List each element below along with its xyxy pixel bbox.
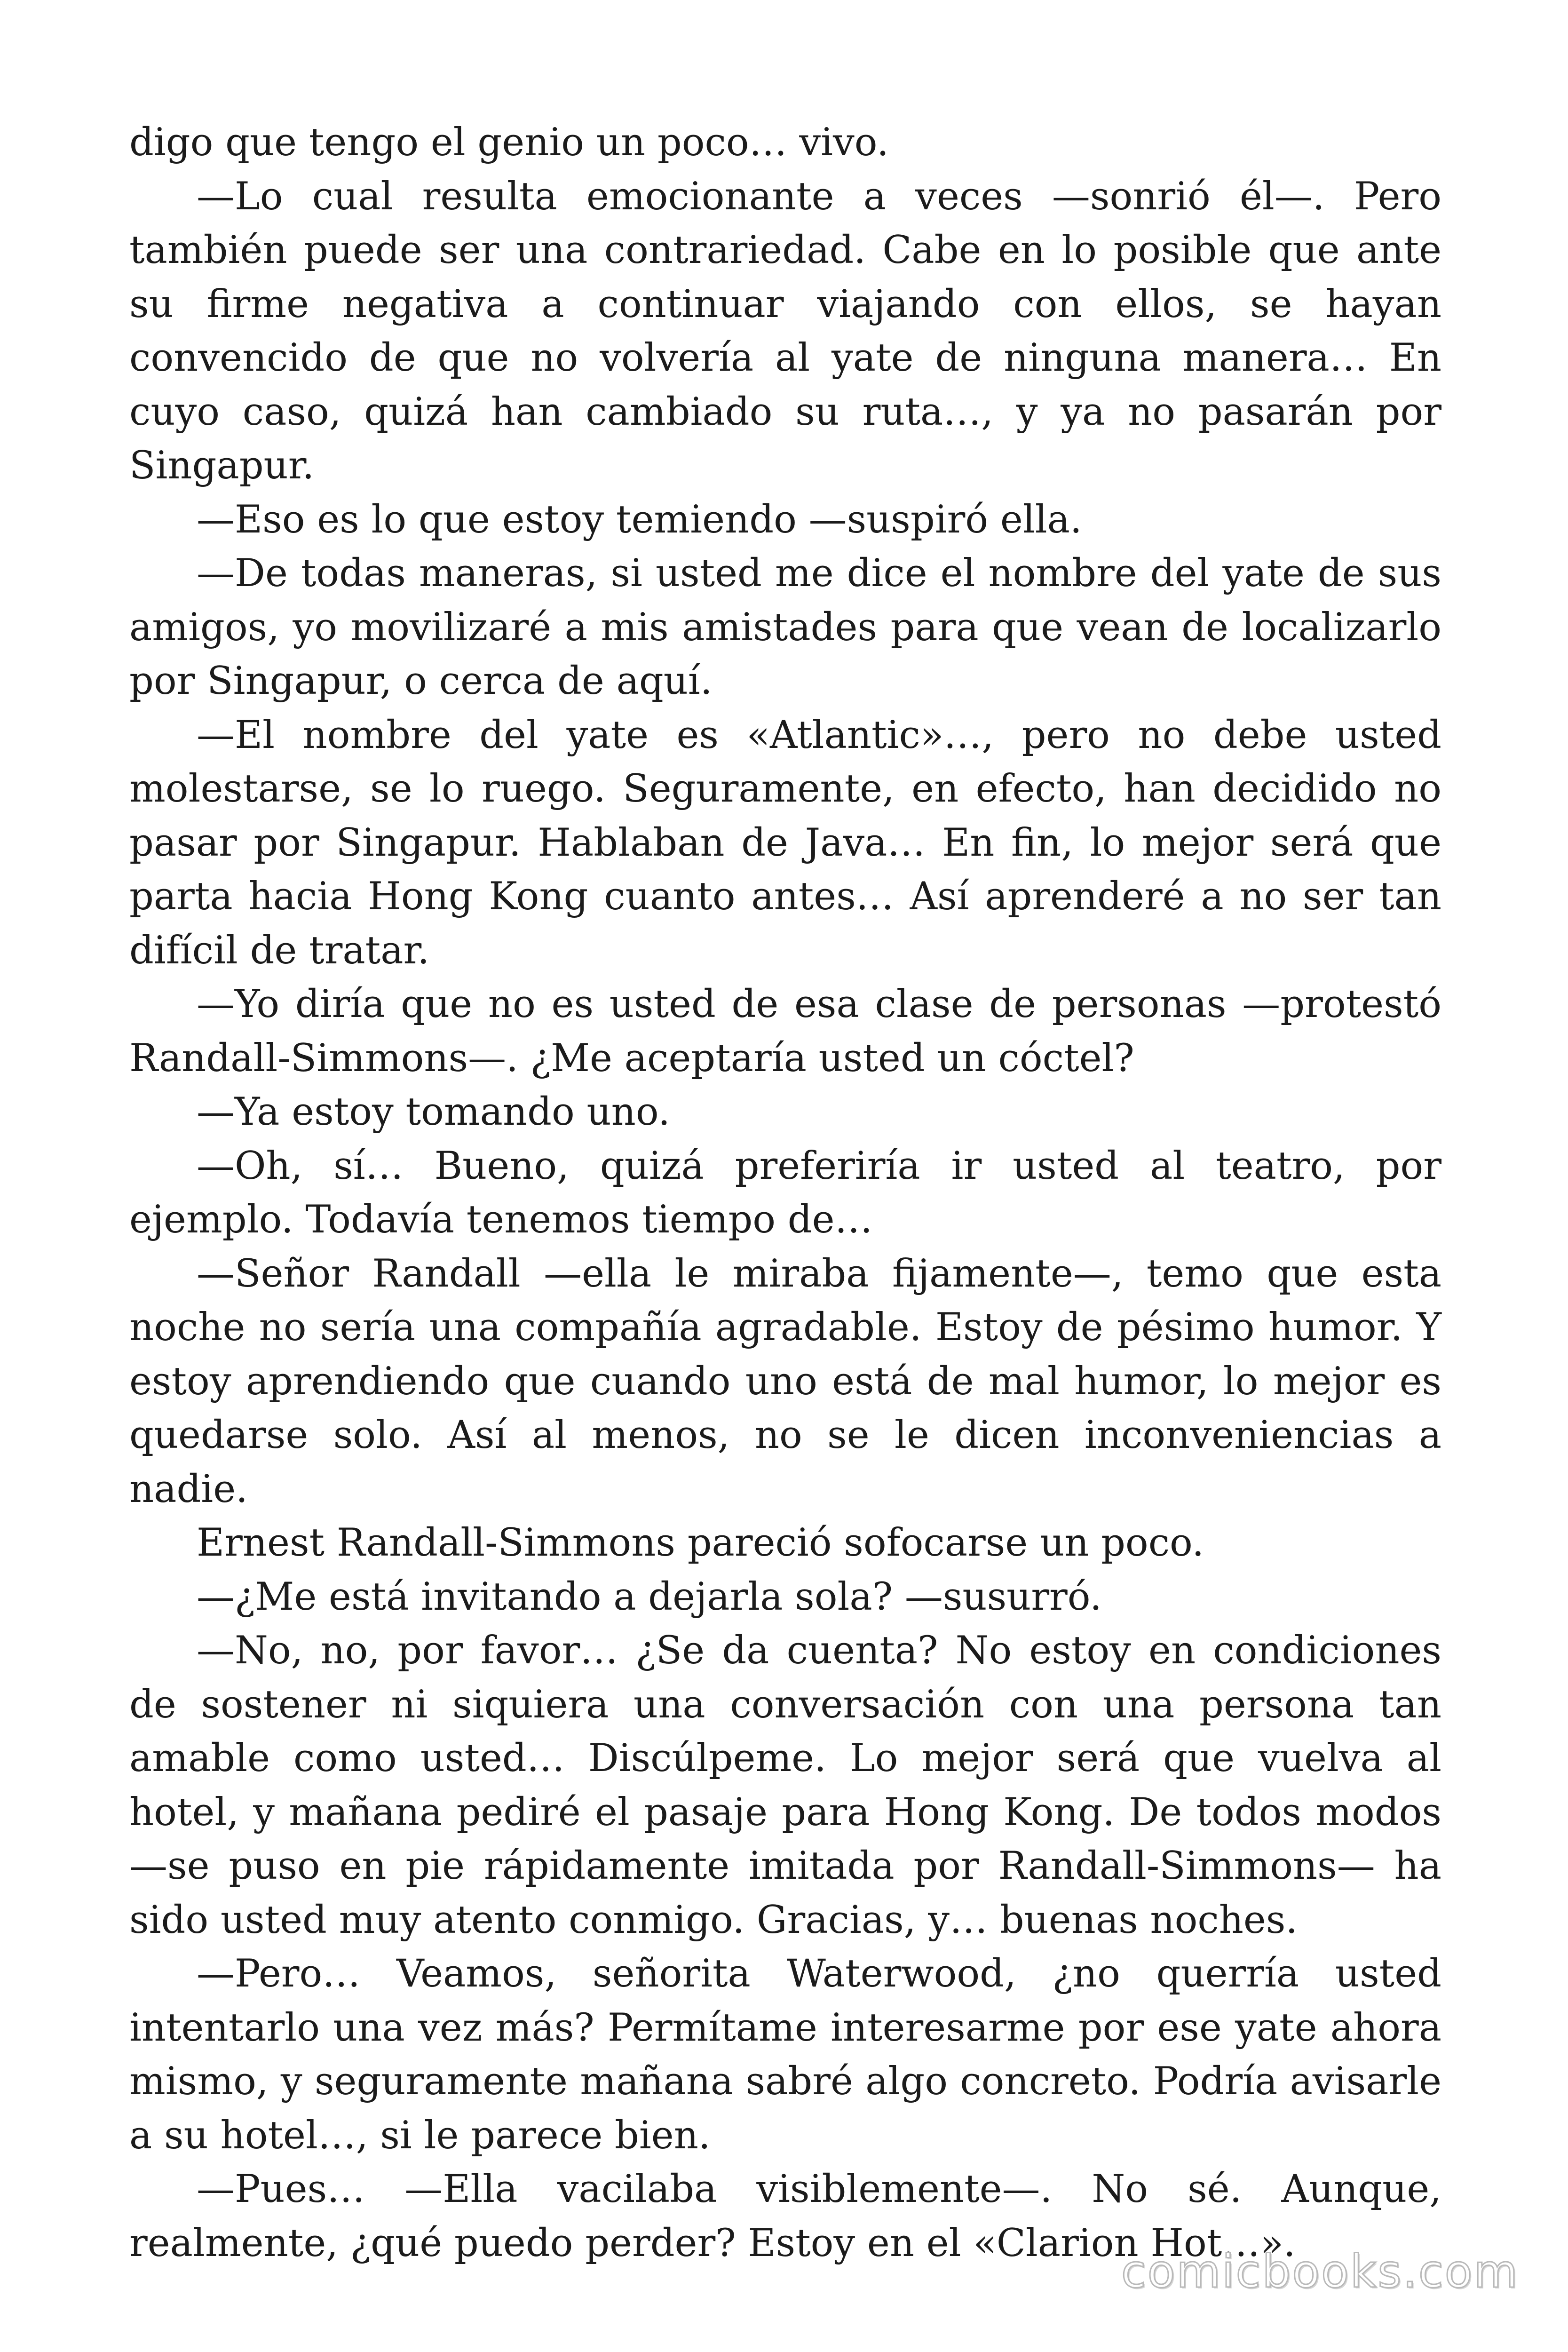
paragraph-5: —El nombre del yate es «Atlantic»…, pero no debe usted molestarse, se lo ruego. Seguramente, en efecto, han decidido no pasar por Singapur. Hablaban de Java… En fin, lo mejor será que parta hacia Hong Kong cuanto antes… Así aprenderé a no ser tan difícil de tratar.: [129, 713, 1441, 973]
paragraph-4: —De todas maneras, si usted me dice el nombre del yate de sus amigos, yo movilizaré a mis amistades para que vean de localizarlo por Singapur, o cerca de aquí.: [129, 551, 1441, 703]
paragraph-13: —Pero… Veamos, señorita Waterwood, ¿no querría usted intentarlo una vez más? Permítame interesarme por ese yate ahora mismo, y seguramente mañana sabré algo concreto. Podría avisarle a su hotel…, si le parece bien.: [129, 1952, 1441, 2158]
paragraph-9: —Señor Randall —ella le miraba fijamente—, temo que esta noche no sería una compañía agradable. Estoy de pésimo humor. Y estoy aprendiendo que cuando uno está de mal humor, lo mejor es quedarse solo. Así al menos, no se le dicen inconveniencias a nadie.: [129, 1251, 1441, 1511]
paragraph-11: —¿Me está invitando a dejarla sola? —susurró.: [197, 1574, 1102, 1619]
page-text: [129, 116, 1441, 2270]
paragraph-14: —Pues… —Ella vacilaba visiblemente—. No sé. Aunque, realmente, ¿qué puedo perder? Estoy en el «Clarion Hot…».: [129, 2167, 1441, 2265]
paragraph-2: —Lo cual resulta emocionante a veces —sonrió él—. Pero también puede ser una contrariedad. Cabe en lo posible que ante su firme negativa a continuar viajando con ellos, se hayan convencido de que no volvería al yate de ninguna manera… En cuyo caso, quizá han cambiado su ruta…, y ya no pasarán por Singapur.: [129, 174, 1441, 488]
paragraph-1: digo que tengo el genio un poco… vivo.: [129, 120, 889, 165]
paragraph-7: —Ya estoy tomando uno.: [197, 1090, 670, 1134]
paragraph-3: —Eso es lo que estoy temiendo —suspiró ella.: [197, 497, 1082, 542]
watermark-logo: comicbooks.com: [1121, 2245, 1519, 2298]
paragraph-8: —Oh, sí… Bueno, quizá preferiría ir usted al teatro, por ejemplo. Todavía tenemos tiempo de…: [129, 1144, 1441, 1242]
paragraph-12: —No, no, por favor… ¿Se da cuenta? No estoy en condiciones de sostener ni siquiera una conversación con una persona tan amable como usted… Discúlpeme. Lo mejor será que vuelva al hotel, y mañana pediré el pasaje para Hong Kong. De todos modos —se puso en pie rápidamente imitada por Randall-Simmons— ha sido usted muy atento conmigo. Gracias, y… buenas noches.: [129, 1629, 1441, 1942]
paragraph-6: —Yo diría que no es usted de esa clase de personas —protestó Randall-Simmons—. ¿Me aceptaría usted un cóctel?: [129, 982, 1441, 1081]
paragraph-10: Ernest Randall-Simmons pareció sofocarse un poco.: [197, 1521, 1204, 1565]
